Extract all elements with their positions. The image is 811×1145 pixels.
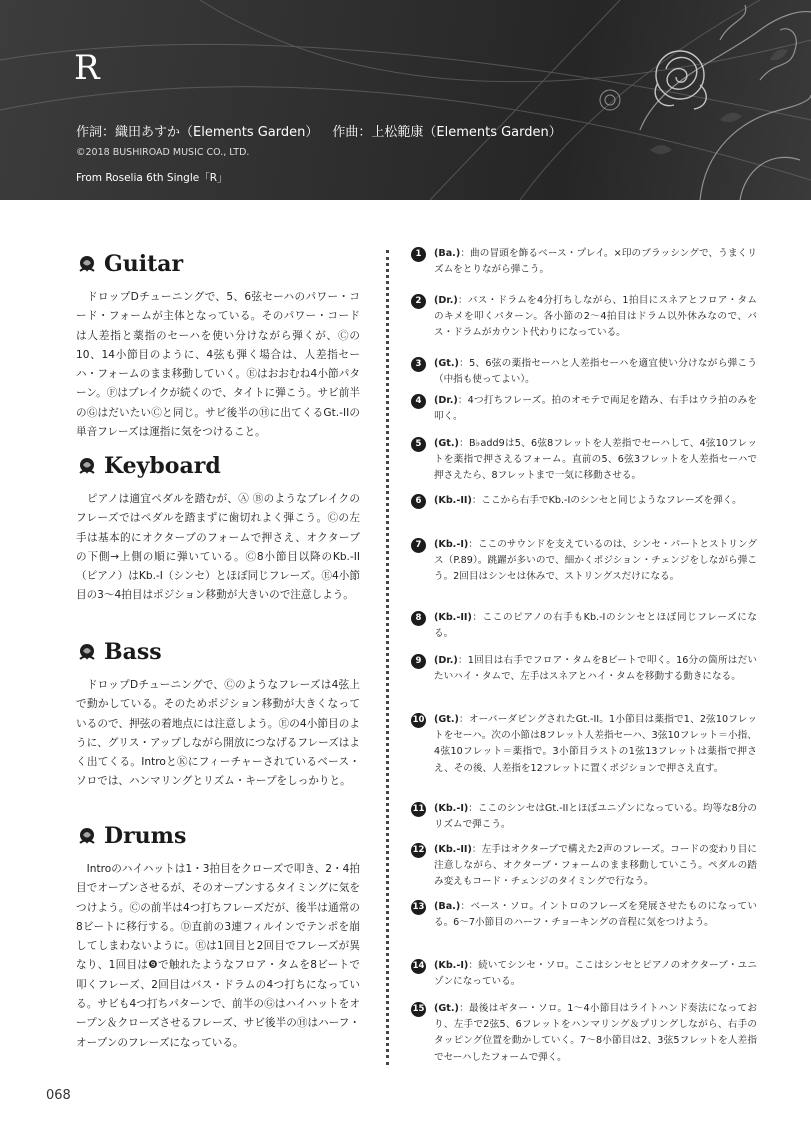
section-body: ドロップDチューニングで、5、6弦セーハのパワー・コード・フォームが主体となっている。そのパワー・コードは人差指と薬指のセーハを使い分けながら弾くが、Ⓒの10、14小節目のように、4弦も弾く場合は、人差指セーハ・フォームのまま移動していく。Ⓔはおおむね4小節パターン。Ⓕはブレイクが続くので、タイトに弾こう。サビ前半のⒼはだいたいⒸと同じ。サビ後半のⒽに出てくるGt.-IIの単音フレーズは運指に気をつけること。: [76, 291, 360, 439]
source-single: From Roselia 6th Single「R」: [76, 172, 228, 184]
note-number: 13: [411, 900, 426, 915]
note-text: ：曲の冒頭を飾るベース・プレイ。×印のブラッシングで、うまくリズムをとりながら弾こう。: [434, 248, 757, 276]
section-title: Guitar: [104, 251, 184, 277]
note-text: ：ここのピアノの右手もKb.-Iのシンセとほぼ同じフレーズになる。: [434, 612, 757, 640]
note-instrument: (Dr.): [434, 295, 458, 306]
note-number: 1: [411, 247, 426, 262]
note-number: 3: [411, 357, 426, 372]
note-text: ：最後はギター・ソロ。1〜4小節目はライトハンド奏法になっており、左手で2弦5、6フレットをハンマリング＆プリングしながら、右手のタッピング位置を動かしていく。7〜8小節目は2、3弦5フレットを人差指でセーハしたフォームで弾く。: [434, 1003, 757, 1063]
note-text: ：ここから右手でKb.-Iのシンセと同じようなフレーズを弾く。: [471, 495, 742, 506]
note-text: ：バス・ドラムを4分打ちしながら、1拍目にスネアとフロア・タムのキメを叩くパターン。各小節の2〜4拍目はドラム以外休みなので、バス・ドラムがカウント代わりになっている。: [434, 295, 757, 339]
note-item: [411, 801, 757, 833]
note-item: [411, 712, 757, 777]
section-body: ドロップDチューニングで、Ⓒのようなフレーズは4弦上で動かしている。そのためポジション移動が大きくなっているので、押弦の着地点には注意しよう。Ⓔの4小節目のように、グリス・アップしながら開放につなげるフレーズはよく出てくる。IntroとⓀにフィーチャーされているベース・ソロでは、ハンマリングとリズム・キープをしっかりと。: [76, 679, 360, 788]
song-title: R: [74, 48, 101, 88]
section-guitar: [76, 248, 360, 442]
section-bass: [76, 636, 360, 792]
note-text: ：続いてシンセ・ソロ。ここはシンセとピアノのオクターブ・ユニゾンになっている。: [434, 960, 757, 988]
note-number: 4: [411, 394, 426, 409]
note-text: ：B♭add9は5、6弦8フレットを人差指でセーハして、4弦10フレットを薬指で押さえるフォーム。直前の5、6弦3フレットを人差指セーハで押さえたら、8フレットまで一気に移動させる。: [434, 438, 757, 482]
note-instrument: (Kb.-I): [434, 539, 469, 550]
page-number: 068: [46, 1088, 71, 1103]
note-item: [411, 653, 757, 685]
rose-icon: [76, 455, 98, 477]
note-item: [411, 393, 757, 425]
rose-icon: [76, 641, 98, 663]
note-item: [411, 1001, 757, 1066]
note-number: 2: [411, 294, 426, 309]
section-heading: [76, 820, 360, 852]
note-text: ：左手はオクターブで構えた2声のフレーズ。コードの変わり目に注意しながら、オクターブ・フォームのまま移動していこう。ペダルの踏み変えもコード・チェンジのタイミングで行なう。: [434, 844, 757, 888]
note-number: 11: [411, 802, 426, 817]
copyright: ©2018 BUSHIROAD MUSIC CO., LTD.: [76, 147, 250, 158]
rose-icon: [76, 253, 98, 275]
section-title: Bass: [104, 639, 162, 665]
note-item: [411, 493, 757, 509]
note-instrument: (Dr.): [434, 655, 458, 666]
note-instrument: (Gt.): [434, 1003, 459, 1014]
note-number: 12: [411, 843, 426, 858]
note-number: 5: [411, 437, 426, 452]
note-text: ：ここのサウンドを支えているのは、シンセ・パートとストリングス（P.89）。跳躍が多いので、細かくポジション・チェンジをしながら弾こう。2回目はシンセは休みで、ストリングスだけになる。: [434, 539, 757, 583]
note-text: ：4つ打ちフレーズ。拍のオモテで両足を踏み、右手はウラ拍のみを叩く。: [434, 395, 757, 423]
section-keyboard: [76, 450, 360, 606]
section-body: ピアノは適宜ペダルを踏むが、Ⓐ Ⓑのようなブレイクのフレーズではペダルを踏まずに歯切れよく弾こう。Ⓒの左手は基本的にオクターブのフォームで押さえ、オクターブの下側→上側の順に弾いている。Ⓒ8小節目以降のKb.-II（ピアノ）はKb.-I（シンセ）とほぼ同じフレーズ。Ⓔ4小節目の3〜4拍目はポジション移動が大きいので注意しよう。: [76, 493, 360, 602]
note-number: 10: [411, 713, 426, 728]
note-instrument: (Kb.-I): [434, 803, 469, 814]
header-banner: [0, 0, 811, 200]
note-item: [411, 610, 757, 642]
note-item: [411, 958, 757, 990]
note-number: 8: [411, 611, 426, 626]
note-instrument: (Kb.-II): [434, 844, 472, 855]
note-number: 15: [411, 1002, 426, 1017]
section-title: Keyboard: [104, 453, 221, 479]
rose-icon: [76, 825, 98, 847]
note-item: [411, 436, 757, 485]
section-drums: [76, 820, 360, 1053]
note-item: [411, 293, 757, 342]
note-item: [411, 842, 757, 891]
section-heading: [76, 450, 360, 482]
note-instrument: (Kb.-I): [434, 960, 469, 971]
note-item: [411, 246, 757, 278]
note-instrument: (Kb.-II): [434, 495, 472, 506]
music-credit: 作曲：上松範康（Elements Garden）: [332, 125, 562, 140]
note-text: ：ベース・ソロ。イントロのフレーズを発展させたものになっている。6〜7小節目のハーフ・チョーキングの音程に気をつけよう。: [434, 901, 757, 929]
note-instrument: (Ba.): [434, 901, 461, 912]
note-text: ：5、6弦の薬指セーハと人差指セーハを適宜使い分けながら弾こう（中指も使ってよい）。: [434, 358, 757, 386]
section-heading: [76, 248, 360, 280]
note-instrument: (Gt.): [434, 438, 459, 449]
lyrics-credit: 作詞：織田あすか（Elements Garden）: [76, 125, 319, 140]
note-item: [411, 356, 757, 388]
credits: [76, 121, 562, 140]
note-instrument: (Gt.): [434, 358, 459, 369]
section-body: Introのハイハットは1・3拍目をクローズで叩き、2・4拍目でオープンさせるが、そのオープンするタイミングに気をつけよう。Ⓒの前半は4つ打ちフレーズだが、後半は通常の8ビートに移行する。Ⓓ直前の3連フィルインでテンポを崩してしまわないように。Ⓔは1回目と2回目でフレーズが異なり、1回目は❾で触れたようなフロア・タムを8ビートで叩くフレーズ、2回目はバス・ドラムの4つ打ちになっている。サビも4つ打ちパターンで、前半のⒼはハイハットをオープン＆クローズさせるフレーズ、サビ後半のⒽはハーフ・オープンのフレーズになっている。: [76, 863, 360, 1049]
column-divider: [386, 250, 389, 1065]
note-instrument: (Dr.): [434, 395, 458, 406]
note-text: ：ここのシンセはGt.-IIとほぼユニゾンになっている。均等な8分のリズムで弾こう。: [434, 803, 757, 831]
note-text: ：1回目は右手でフロア・タムを8ビートで叩く。16分の箇所はだいたいハイ・タムで、左手はスネアとハイ・タムを移動する動きになる。: [434, 655, 757, 683]
section-heading: [76, 636, 360, 668]
note-item: [411, 537, 757, 586]
note-number: 14: [411, 959, 426, 974]
note-number: 7: [411, 538, 426, 553]
note-text: ：オーバーダビングされたGt.-II。1小節目は薬指で1、2弦10フレットをセーハ。次の小節は8フレット人差指セーハ、3弦10フレット＝小指、4弦10フレット＝薬指で。3小節目ラストの1弦13フレットは薬指で押さえ、その後、人差指を12フレットに置くポジションで押さえ直す。: [434, 714, 757, 774]
note-number: 9: [411, 654, 426, 669]
note-number: 6: [411, 494, 426, 509]
note-instrument: (Gt.): [434, 714, 459, 725]
note-instrument: (Kb.-II): [434, 612, 472, 623]
note-instrument: (Ba.): [434, 248, 461, 259]
section-title: Drums: [104, 823, 187, 849]
note-item: [411, 899, 757, 931]
